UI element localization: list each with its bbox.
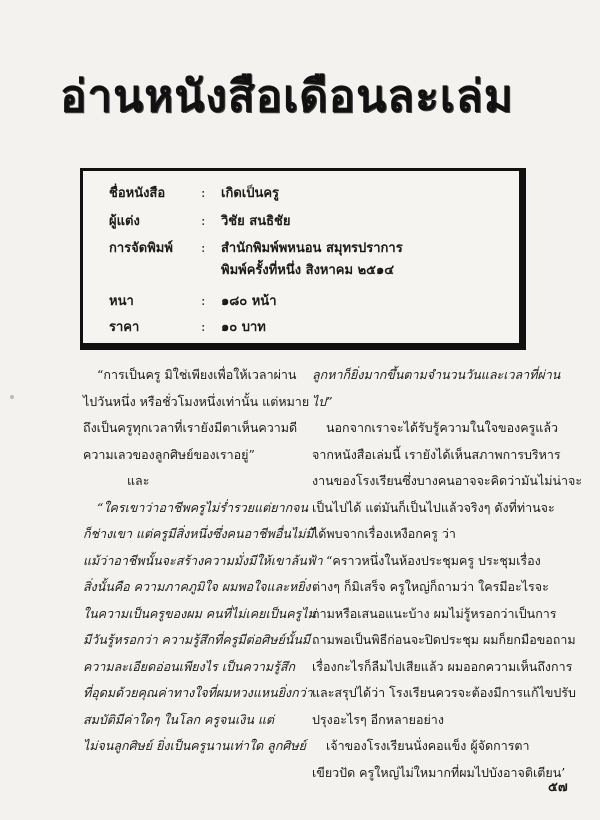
book-title-value: เกิดเป็นครู <box>221 186 280 201</box>
paragraph-line: ได้พบจากเรื่องเหงือกครู ว่า <box>312 526 456 541</box>
paragraph-line: ไปวันหนึ่ง หรือชั่วโมงหนึ่งเท่านั้น แต่หมาย <box>83 393 310 409</box>
paragraph-line: ต่างๆ ก็มิเสร็จ ครูใหญ่ก็ถามว่า ใครมีอะไรจะ <box>312 579 549 594</box>
paragraph-line: ไม่จนลูกศิษย์ ยิ่งเป็นครูนานเท่าใด ลูกศิษย์ <box>83 738 306 753</box>
paragraph-line: “ใครเขาว่าอาชีพครูไม่ร่ำรวยแต่ยากจน <box>97 499 309 515</box>
paragraph-line: ถามพอเป็นพิธีก่อนจะปิดประชุม ผมก็ยกมือขอถาม <box>312 632 576 647</box>
right-column <box>312 362 583 786</box>
paragraph-line: เป็นไปได้ แต่มันก็เป็นไปแล้วจริงๆ ดังที่ท่านจะ <box>312 499 555 515</box>
separator: : <box>201 294 206 309</box>
price-label: ราคา <box>109 320 140 335</box>
paragraph-line: จากหนังสือเล่มนี้ เรายังได้เห็นสภาพการบริหาร <box>312 446 561 462</box>
paragraph-line: เขียวปัด ครูใหญ่ไม่ใหมากที่ผมไปบังอาจติเตียน’ <box>312 764 566 780</box>
paragraph-line: ที่อุดมด้วยคุณค่าทางใจที่ผมหวงแหนยิ่งกว่า <box>83 685 313 700</box>
publisher-value-line1: สำนักพิมพ์พหนอน สมุทรปราการ <box>221 241 403 256</box>
paragraph-line: เรื่องกะไรก็ลืมไปเสียแล้ว ผมออกความเห็นถึงการ <box>312 658 573 674</box>
paragraph-line: ปรุงอะไรๆ อีกหลายอย่าง <box>312 711 444 727</box>
publisher-label: การจัดพิมพ์ <box>109 241 173 256</box>
paragraph-line: มีวันรู้หรอกว่า ความรู้สึกที่ครูมีต่อศิษย์นั้นมี <box>83 632 311 647</box>
paragraph-line: เจ้าของโรงเรียนนั่งคอแข็ง ผู้จัดการตา <box>326 738 530 753</box>
separator: : <box>201 186 206 201</box>
paragraph-line: สิ่งนั้นคือ ความภาคภูมิใจ ผมพอใจและหยิ่ง <box>83 579 311 594</box>
paragraph-line: ความละเอียดอ่อนเพียงไร เป็นความรู้สึก <box>83 658 296 674</box>
paragraph-line: ลูกหาก็ยิ่งมากขึ้นตามจำนวนวันและเวลาที่ผ่าน <box>312 367 561 382</box>
left-column <box>83 362 323 760</box>
author-label: ผู้แต่ง <box>109 214 140 229</box>
page-number: ๕๗ <box>548 780 568 795</box>
paragraph-line: “คราวหนึ่งในห้องประชุมครู ประชุมเรื่อง <box>326 552 541 568</box>
paragraph-line: ก็ช่างเขา แต่ครูมีสิ่งหนึ่งซึ่งคนอาชีพอื่นไม่มี <box>83 526 314 541</box>
paragraph-line: ถามหรือเสนอแนะบ้าง ผมไม่รู้หรอกว่าเป็นการ <box>312 605 557 621</box>
page-title: อ่านหนังสือเดือนละเล่ม <box>60 71 514 122</box>
publisher-value-line2: พิมพ์ครั้งที่หนึ่ง สิงหาคม ๒๕๑๔ <box>221 263 395 278</box>
separator: : <box>201 241 206 256</box>
separator: : <box>201 214 206 229</box>
price-value: ๑๐ บาท <box>221 320 266 335</box>
paragraph-line: ในความเป็นครูของผม คนที่ไม่เคยเป็นครูไม่ <box>83 605 316 621</box>
separator: : <box>201 320 206 335</box>
paragraph-line: ถึงเป็นครูทุกเวลาที่เรายังมีตาเห็นความดี <box>83 420 298 435</box>
book-info-box <box>80 168 526 350</box>
pages-value: ๑๘๐ หน้า <box>221 294 277 309</box>
pages-label: หนา <box>109 294 134 309</box>
book-title-label: ชื่อหนังสือ <box>109 186 166 201</box>
paragraph-line: สมบัติมีค่าใดๆ ในโลก ครูจนเงิน แต่ <box>83 711 275 727</box>
paragraph-line: ความเลวของลูกศิษย์ของเราอยู่” <box>83 446 255 462</box>
paragraph-line: งานของโรงเรียนซึ่งบางคนอาจจะคิดว่ามันไม่น่าจะ <box>312 473 583 488</box>
scan-speck <box>10 395 14 399</box>
paragraph-line: และสรุปได้ว่า โรงเรียนควรจะต้องมีการแก้ไขปรับ <box>312 685 576 700</box>
paragraph-line: แม้ว่าอาชีพนั้นจะสร้างความมั่งมีให้เขาล้นฟ้า <box>83 552 323 568</box>
paragraph-line: นอกจากเราจะได้รับรู้ความในใจของครูแล้ว <box>326 420 559 435</box>
paragraph-line: และ <box>127 473 150 488</box>
paragraph-line: ไป” <box>312 393 333 409</box>
author-value: วิชัย สนธิชัย <box>221 214 291 229</box>
paragraph-line: “การเป็นครู มิใช่เพียงเพื่อให้เวลาผ่าน <box>97 367 297 382</box>
